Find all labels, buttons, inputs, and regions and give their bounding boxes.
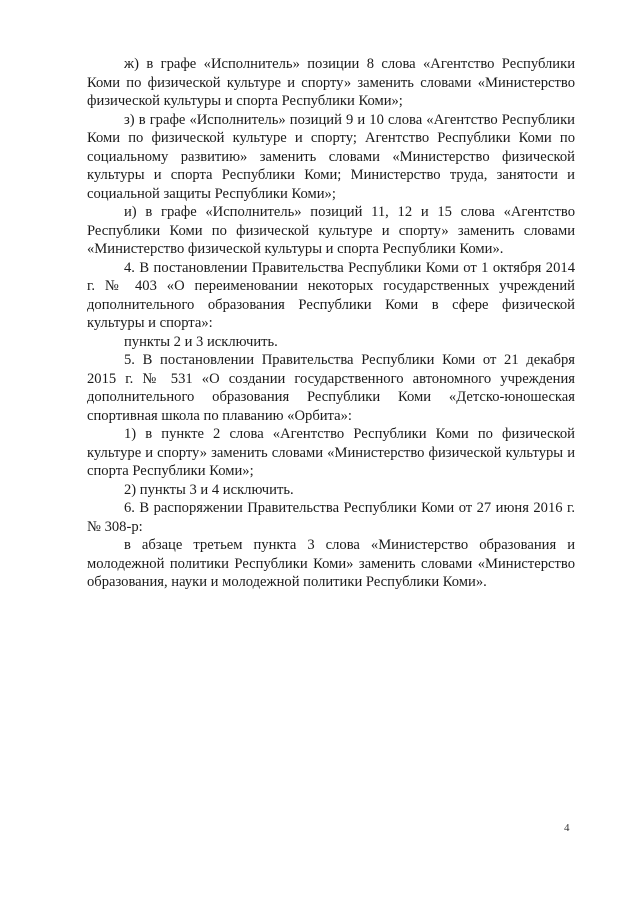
paragraph-section-6: 6. В распоряжении Правительства Республики Коми от 27 июня 2016 г. № 308-р:	[87, 500, 575, 535]
page-number: 4	[564, 822, 570, 834]
paragraph-item-z: з) в графе «Исполнитель» позиций 9 и 10 слова «Агентство Республики Коми по физической культуре и спорту; Агентство Республики Коми по социальному развитию» заменить словами «Министерство физической культуры и спорта Республики Коми; Министерство труда, занятости и социальной защиты Республики Коми»;	[87, 111, 575, 202]
document-body	[87, 55, 575, 592]
paragraph-item-zh: ж) в графе «Исполнитель» позиции 8 слова «Агентство Республики Коми по физической культуре и спорту» заменить словами «Министерство физической культуры и спорта Республики Коми»;	[87, 56, 575, 109]
paragraph-section-6-clause: в абзаце третьем пункта 3 слова «Министерство образования и молодежной политики Республики Коми» заменить словами «Министерство образования, науки и молодежной политики Республики Коми».	[87, 537, 575, 590]
paragraph-section-4: 4. В постановлении Правительства Республики Коми от 1 октября 2014 г. № 403 «О переименовании некоторых государственных учреждений дополнительного образования Республики Коми в сфере физической культуры и спорта»:	[87, 259, 575, 331]
paragraph-section-4-clause: пункты 2 и 3 исключить.	[124, 333, 278, 350]
paragraph-section-5-clause-1: 1) в пункте 2 слова «Агентство Республики Коми по физической культуре и спорту» заменить словами «Министерство физической культуры и спорта Республики Коми»;	[87, 426, 575, 479]
paragraph-section-5-clause-2: 2) пункты 3 и 4 исключить.	[124, 481, 294, 498]
paragraph-section-5: 5. В постановлении Правительства Республики Коми от 21 декабря 2015 г. № 531 «О создании государственного автономного учреждения дополнительного образования Республики Коми «Детско-юношеская спортивная школа по плаванию «Орбита»:	[87, 352, 575, 424]
paragraph-item-i: и) в графе «Исполнитель» позиций 11, 12 и 15 слова «Агентство Республики Коми по физической культуре и спорту» заменить словами «Министерство физической культуры и спорта Республики Коми».	[87, 204, 575, 257]
